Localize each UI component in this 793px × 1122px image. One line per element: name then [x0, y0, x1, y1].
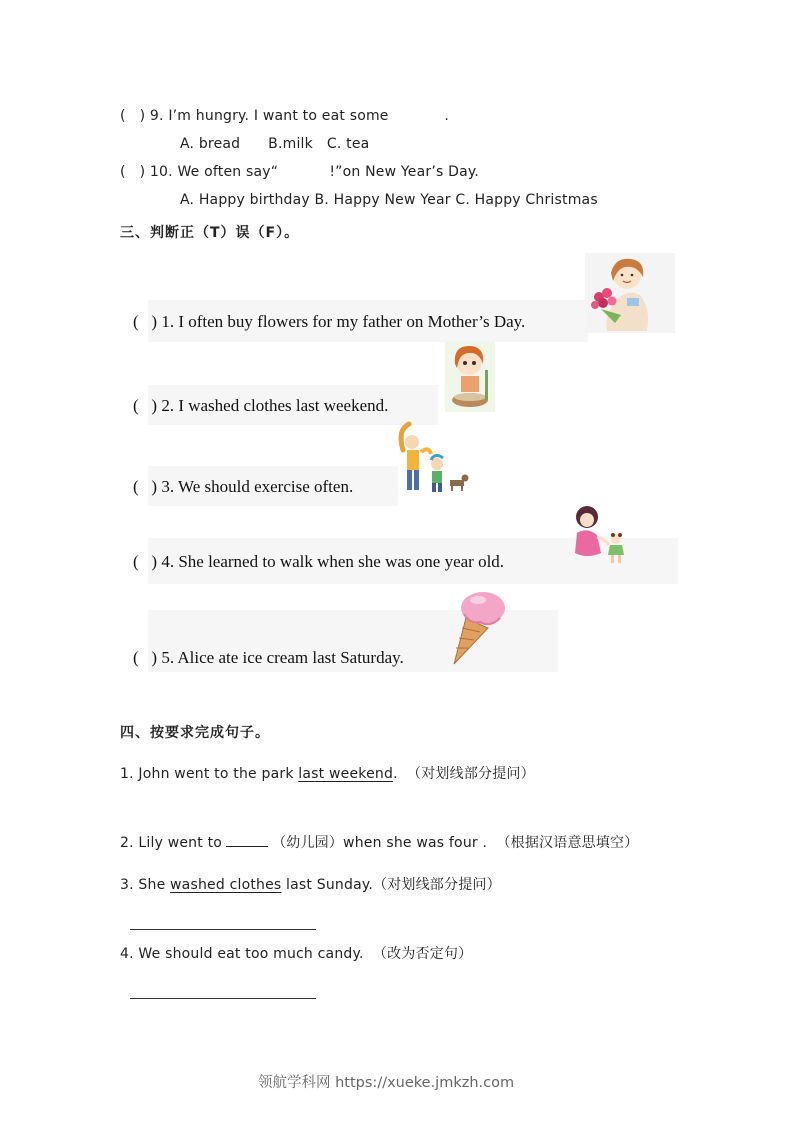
q3-answer-line[interactable]: [130, 929, 316, 930]
q3-text-before: 3. She: [120, 877, 171, 893]
q3-text-after: last Sunday.（对划线部分提问）: [281, 877, 501, 893]
judge-item-5: ( ) 5. Alice ate ice cream last Saturday.: [133, 648, 404, 667]
q1-text-before: 1. John went to the park: [120, 766, 299, 782]
question-9: ( ) 9. I’m hungry. I want to eat some .: [120, 108, 450, 124]
q4-answer-line[interactable]: [130, 998, 316, 999]
rewrite-question-4: 4. We should eat too much candy. （改为否定句）: [120, 946, 473, 962]
judge-item-2: ( ) 2. I washed clothes last weekend.: [133, 396, 389, 415]
girl-washing-illustration: [445, 342, 495, 412]
q1-underlined-phrase: last weekend: [298, 766, 394, 782]
judge-item-4: ( ) 4. She learned to walk when she was one year old.: [133, 552, 505, 571]
judge-item-3: ( ) 3. We should exercise often.: [133, 477, 354, 496]
mother-flowers-illustration: [585, 253, 675, 333]
q2-text-after: （幼儿园）when she was four . （根据汉语意思填空）: [272, 835, 639, 851]
rewrite-question-1: [120, 763, 535, 783]
ice-cream-illustration: [450, 588, 510, 668]
rewrite-question-2: [120, 832, 638, 852]
question-10-options: A. Happy birthday B. Happy New Year C. Happy Christmas: [180, 192, 598, 208]
footer-watermark: 领航学科网 https://xueke.jmkzh.com: [258, 1075, 515, 1091]
q3-underlined-phrase: washed clothes: [170, 877, 282, 893]
rewrite-question-3: [120, 874, 501, 894]
question-10: ( ) 10. We often say“ !”on New Year’s Day.: [120, 164, 480, 180]
family-exercise-illustration: [395, 420, 470, 495]
judge-item-1: ( ) 1. I often buy flowers for my father on Mother’s Day.: [133, 312, 526, 331]
q2-text-before: 2. Lily went to: [120, 835, 223, 851]
section-4-heading: 四、按要求完成句子。: [120, 725, 270, 741]
q2-fill-blank[interactable]: [226, 834, 268, 847]
q1-text-after: . （对划线部分提问）: [393, 766, 535, 782]
question-9-options: A. bread B.milk C. tea: [180, 136, 370, 152]
section-3-heading: 三、判断正（T）误（F）。: [120, 225, 300, 241]
mother-toddler-illustration: [565, 503, 635, 568]
